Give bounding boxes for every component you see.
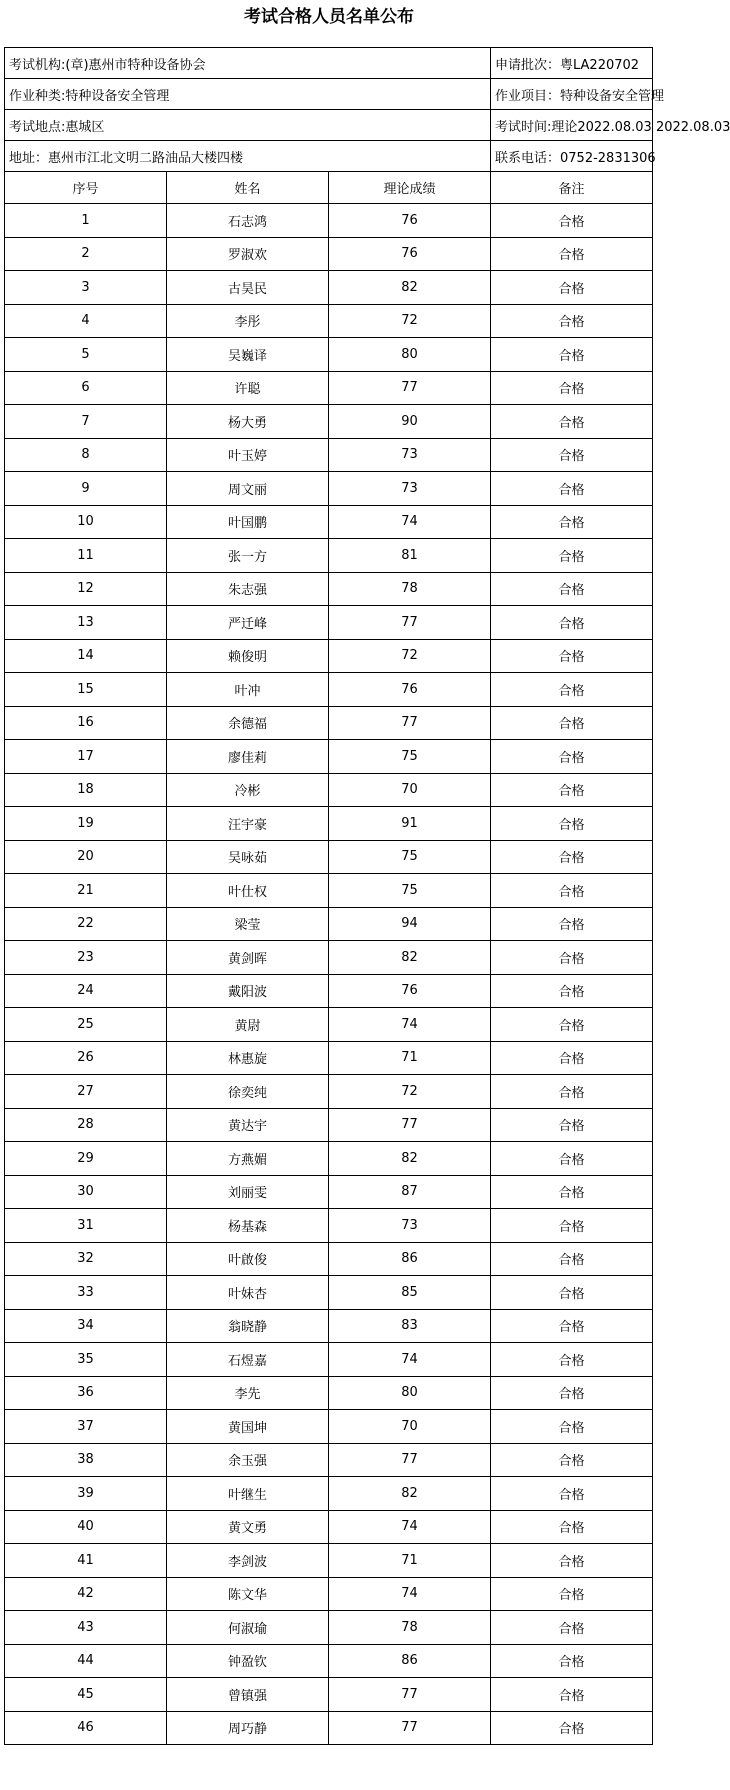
person-name: 林惠旋 [167, 1041, 329, 1075]
remark: 合格 [491, 1678, 653, 1712]
row-number: 42 [5, 1577, 167, 1611]
person-name: 黄剑晖 [167, 941, 329, 975]
person-name: 叶继生 [167, 1477, 329, 1511]
table-row [5, 1041, 653, 1075]
row-number: 25 [5, 1008, 167, 1042]
row-number: 8 [5, 438, 167, 472]
contact-phone: 联系电话：0752-2831306 [491, 141, 653, 172]
person-name: 廖佳莉 [167, 740, 329, 774]
table-row [5, 1544, 653, 1578]
theory-score: 77 [329, 1108, 491, 1142]
table-row [5, 1175, 653, 1209]
theory-score: 73 [329, 1209, 491, 1243]
row-number: 17 [5, 740, 167, 774]
theory-score: 78 [329, 572, 491, 606]
table-row [5, 1209, 653, 1243]
table-row [5, 1309, 653, 1343]
theory-score: 74 [329, 1577, 491, 1611]
theory-score: 90 [329, 405, 491, 439]
table-row [5, 1343, 653, 1377]
theory-score: 76 [329, 974, 491, 1008]
table-row [5, 539, 653, 573]
theory-score: 74 [329, 505, 491, 539]
row-number: 11 [5, 539, 167, 573]
remark: 合格 [491, 304, 653, 338]
row-number: 7 [5, 405, 167, 439]
table-row [5, 1008, 653, 1042]
person-name: 李剑波 [167, 1544, 329, 1578]
person-name: 周巧静 [167, 1711, 329, 1745]
remark: 合格 [491, 237, 653, 271]
remark: 合格 [491, 907, 653, 941]
table-row [5, 1577, 653, 1611]
remark: 合格 [491, 1209, 653, 1243]
work-item: 作业项目：特种设备安全管理 [491, 79, 653, 110]
row-number: 27 [5, 1075, 167, 1109]
remark: 合格 [491, 740, 653, 774]
person-name: 赖俊明 [167, 639, 329, 673]
row-number: 16 [5, 706, 167, 740]
remark: 合格 [491, 941, 653, 975]
person-name: 黄文勇 [167, 1510, 329, 1544]
row-number: 45 [5, 1678, 167, 1712]
remark: 合格 [491, 572, 653, 606]
table-row [5, 740, 653, 774]
theory-score: 83 [329, 1309, 491, 1343]
remark: 合格 [491, 1108, 653, 1142]
table-row [5, 1410, 653, 1444]
table-row [5, 1611, 653, 1645]
row-number: 14 [5, 639, 167, 673]
remark: 合格 [491, 1410, 653, 1444]
table-row [5, 1510, 653, 1544]
remark: 合格 [491, 1276, 653, 1310]
table-row [5, 1644, 653, 1678]
row-number: 13 [5, 606, 167, 640]
remark: 合格 [491, 1577, 653, 1611]
row-number: 22 [5, 907, 167, 941]
person-name: 翁晓静 [167, 1309, 329, 1343]
theory-score: 71 [329, 1041, 491, 1075]
theory-score: 76 [329, 204, 491, 238]
person-name: 古昊民 [167, 271, 329, 305]
person-name: 刘丽雯 [167, 1175, 329, 1209]
remark: 合格 [491, 1242, 653, 1276]
table-row [5, 941, 653, 975]
theory-score: 77 [329, 1443, 491, 1477]
person-name: 石煜嘉 [167, 1343, 329, 1377]
table-row [5, 472, 653, 506]
row-number: 2 [5, 237, 167, 271]
person-name: 叶仕权 [167, 874, 329, 908]
table-row [5, 371, 653, 405]
remark: 合格 [491, 673, 653, 707]
table-row [5, 505, 653, 539]
row-number: 6 [5, 371, 167, 405]
row-number: 31 [5, 1209, 167, 1243]
person-name: 许聪 [167, 371, 329, 405]
theory-score: 76 [329, 673, 491, 707]
remark: 合格 [491, 1008, 653, 1042]
theory-score: 86 [329, 1644, 491, 1678]
table-header-row [5, 172, 653, 204]
row-number: 26 [5, 1041, 167, 1075]
row-number: 46 [5, 1711, 167, 1745]
remark: 合格 [491, 706, 653, 740]
column-header-remark: 备注 [491, 172, 653, 204]
table-row [5, 304, 653, 338]
person-name: 杨基森 [167, 1209, 329, 1243]
table-row [5, 338, 653, 372]
theory-score: 82 [329, 941, 491, 975]
theory-score: 72 [329, 304, 491, 338]
person-name: 梁莹 [167, 907, 329, 941]
remark: 合格 [491, 1142, 653, 1176]
remark: 合格 [491, 405, 653, 439]
person-name: 叶国鹏 [167, 505, 329, 539]
table-row [5, 840, 653, 874]
row-number: 40 [5, 1510, 167, 1544]
table-row [5, 237, 653, 271]
row-number: 36 [5, 1376, 167, 1410]
person-name: 石志鸿 [167, 204, 329, 238]
person-name: 叶玉婷 [167, 438, 329, 472]
table-row [5, 1242, 653, 1276]
table-row [5, 1477, 653, 1511]
row-number: 23 [5, 941, 167, 975]
work-category: 作业种类:特种设备安全管理 [5, 79, 491, 110]
row-number: 38 [5, 1443, 167, 1477]
theory-score: 77 [329, 371, 491, 405]
person-name: 张一方 [167, 539, 329, 573]
table-row [5, 271, 653, 305]
theory-score: 75 [329, 740, 491, 774]
theory-score: 74 [329, 1510, 491, 1544]
person-name: 吴咏茹 [167, 840, 329, 874]
row-number: 19 [5, 807, 167, 841]
theory-score: 77 [329, 1678, 491, 1712]
theory-score: 75 [329, 874, 491, 908]
table-row [5, 1108, 653, 1142]
person-name: 余玉强 [167, 1443, 329, 1477]
theory-score: 75 [329, 840, 491, 874]
remark: 合格 [491, 1343, 653, 1377]
theory-score: 71 [329, 1544, 491, 1578]
person-name: 罗淑欢 [167, 237, 329, 271]
remark: 合格 [491, 1644, 653, 1678]
person-name: 徐奕纯 [167, 1075, 329, 1109]
remark: 合格 [491, 1376, 653, 1410]
person-name: 戴阳波 [167, 974, 329, 1008]
info-row [5, 79, 653, 110]
theory-score: 77 [329, 606, 491, 640]
theory-score: 73 [329, 472, 491, 506]
info-row [5, 110, 653, 141]
theory-score: 94 [329, 907, 491, 941]
table-row [5, 907, 653, 941]
person-name: 汪宇豪 [167, 807, 329, 841]
exam-location: 考试地点:惠城区 [5, 110, 491, 141]
info-row [5, 141, 653, 172]
table-row [5, 773, 653, 807]
remark: 合格 [491, 1041, 653, 1075]
theory-score: 91 [329, 807, 491, 841]
exam-organization: 考试机构:(章)惠州市特种设备协会 [5, 48, 491, 79]
remark: 合格 [491, 204, 653, 238]
remark: 合格 [491, 974, 653, 1008]
person-name: 何淑瑜 [167, 1611, 329, 1645]
person-name: 钟盈钦 [167, 1644, 329, 1678]
theory-score: 85 [329, 1276, 491, 1310]
row-number: 39 [5, 1477, 167, 1511]
table-row [5, 807, 653, 841]
row-number: 41 [5, 1544, 167, 1578]
row-number: 28 [5, 1108, 167, 1142]
person-name: 余德福 [167, 706, 329, 740]
results-table [4, 47, 730, 1745]
theory-score: 77 [329, 1711, 491, 1745]
table-row [5, 1376, 653, 1410]
row-number: 44 [5, 1644, 167, 1678]
theory-score: 76 [329, 237, 491, 271]
table-row [5, 874, 653, 908]
theory-score: 74 [329, 1008, 491, 1042]
results-table-body [5, 48, 730, 1745]
theory-score: 72 [329, 1075, 491, 1109]
remark: 合格 [491, 807, 653, 841]
remark: 合格 [491, 1611, 653, 1645]
person-name: 黄达宇 [167, 1108, 329, 1142]
theory-score: 87 [329, 1175, 491, 1209]
remark: 合格 [491, 1075, 653, 1109]
table-row [5, 1276, 653, 1310]
theory-score: 80 [329, 1376, 491, 1410]
row-number: 5 [5, 338, 167, 372]
table-row [5, 438, 653, 472]
person-name: 陈文华 [167, 1577, 329, 1611]
row-number: 12 [5, 572, 167, 606]
info-row [5, 48, 653, 79]
table-row [5, 572, 653, 606]
person-name: 吴巍译 [167, 338, 329, 372]
person-name: 黄国坤 [167, 1410, 329, 1444]
table-row [5, 1711, 653, 1745]
theory-score: 82 [329, 271, 491, 305]
remark: 合格 [491, 1443, 653, 1477]
theory-score: 73 [329, 438, 491, 472]
remark: 合格 [491, 874, 653, 908]
address: 地址：惠州市江北文明二路油品大楼四楼 [5, 141, 491, 172]
row-number: 24 [5, 974, 167, 1008]
row-number: 10 [5, 505, 167, 539]
table-row [5, 974, 653, 1008]
remark: 合格 [491, 606, 653, 640]
person-name: 严迁峰 [167, 606, 329, 640]
theory-score: 74 [329, 1343, 491, 1377]
remark: 合格 [491, 773, 653, 807]
remark: 合格 [491, 338, 653, 372]
remark: 合格 [491, 840, 653, 874]
person-name: 朱志强 [167, 572, 329, 606]
remark: 合格 [491, 1510, 653, 1544]
remark: 合格 [491, 1544, 653, 1578]
row-number: 29 [5, 1142, 167, 1176]
remark: 合格 [491, 472, 653, 506]
remark: 合格 [491, 1477, 653, 1511]
row-number: 43 [5, 1611, 167, 1645]
theory-score: 70 [329, 773, 491, 807]
theory-score: 70 [329, 1410, 491, 1444]
column-header-score: 理论成绩 [329, 172, 491, 204]
theory-score: 82 [329, 1142, 491, 1176]
person-name: 叶冲 [167, 673, 329, 707]
column-header-number: 序号 [5, 172, 167, 204]
theory-score: 77 [329, 706, 491, 740]
table-row [5, 1075, 653, 1109]
row-number: 30 [5, 1175, 167, 1209]
row-number: 18 [5, 773, 167, 807]
remark: 合格 [491, 271, 653, 305]
table-row [5, 1443, 653, 1477]
person-name: 李先 [167, 1376, 329, 1410]
row-number: 1 [5, 204, 167, 238]
row-number: 33 [5, 1276, 167, 1310]
remark: 合格 [491, 539, 653, 573]
row-number: 20 [5, 840, 167, 874]
person-name: 冷彬 [167, 773, 329, 807]
exam-time: 考试时间:理论2022.08.03 2022.08.03 [491, 110, 653, 141]
row-number: 21 [5, 874, 167, 908]
remark: 合格 [491, 505, 653, 539]
row-number: 15 [5, 673, 167, 707]
remark: 合格 [491, 1309, 653, 1343]
table-row [5, 1678, 653, 1712]
row-number: 4 [5, 304, 167, 338]
theory-score: 81 [329, 539, 491, 573]
row-number: 3 [5, 271, 167, 305]
application-batch: 申请批次：粤LA220702 [491, 48, 653, 79]
row-number: 32 [5, 1242, 167, 1276]
table-row [5, 706, 653, 740]
row-number: 9 [5, 472, 167, 506]
table-row [5, 1142, 653, 1176]
person-name: 方燕媚 [167, 1142, 329, 1176]
theory-score: 86 [329, 1242, 491, 1276]
theory-score: 82 [329, 1477, 491, 1511]
remark: 合格 [491, 1175, 653, 1209]
row-number: 35 [5, 1343, 167, 1377]
table-row [5, 673, 653, 707]
table-row [5, 405, 653, 439]
column-header-name: 姓名 [167, 172, 329, 204]
person-name: 曾镇强 [167, 1678, 329, 1712]
table-row [5, 639, 653, 673]
remark: 合格 [491, 438, 653, 472]
person-name: 黄尉 [167, 1008, 329, 1042]
person-name: 叶妹杏 [167, 1276, 329, 1310]
theory-score: 80 [329, 338, 491, 372]
row-number: 37 [5, 1410, 167, 1444]
remark: 合格 [491, 371, 653, 405]
remark: 合格 [491, 1711, 653, 1745]
table-row [5, 204, 653, 238]
person-name: 李彤 [167, 304, 329, 338]
theory-score: 78 [329, 1611, 491, 1645]
document-title: 考试合格人员名单公布 [244, 7, 414, 27]
theory-score: 72 [329, 639, 491, 673]
remark: 合格 [491, 639, 653, 673]
person-name: 叶啟俊 [167, 1242, 329, 1276]
table-row [5, 606, 653, 640]
person-name: 杨大勇 [167, 405, 329, 439]
person-name: 周文丽 [167, 472, 329, 506]
row-number: 34 [5, 1309, 167, 1343]
